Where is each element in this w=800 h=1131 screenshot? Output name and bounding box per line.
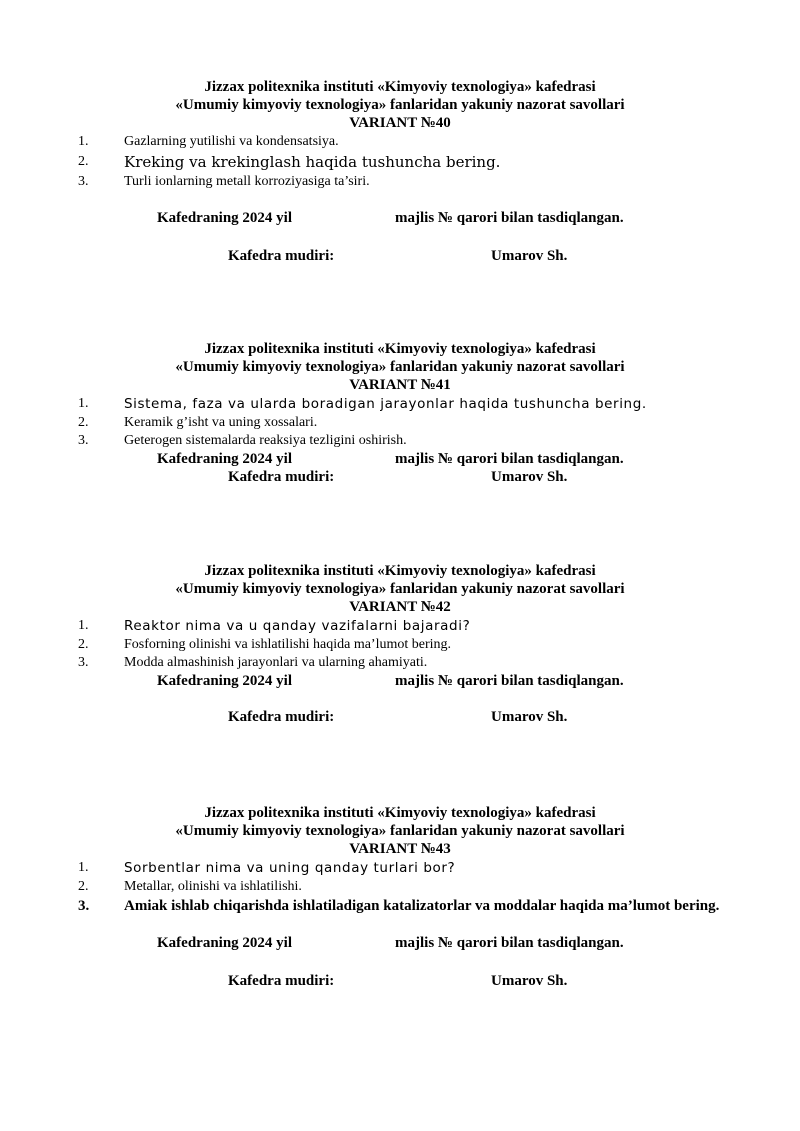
- subject-header: «Umumiy kimyoviy texnologiya» fanlaridan yakuniy nazorat savollari: [175, 581, 625, 597]
- approval-year: Kafedraning 2024 yil: [157, 210, 293, 226]
- question-text: Metallar, olinishi va ishlatilishi.: [124, 879, 302, 894]
- question-item: [0, 414, 800, 432]
- variant-title: VARIANT №43: [349, 841, 451, 857]
- subject-header: «Umumiy kimyoviy texnologiya» fanlaridan yakuniy nazorat savollari: [175, 359, 625, 375]
- head-label: Kafedra mudiri:: [228, 469, 335, 485]
- institute-header: Jizzax politexnika instituti «Kimyoviy texnologiya» kafedrasi: [204, 79, 596, 95]
- question-item: [0, 432, 800, 450]
- variant-40-block: [0, 78, 800, 265]
- question-text: Modda almashinish jarayonlari va ularning ahamiyati.: [124, 655, 428, 670]
- question-text: Kreking va krekinglash haqida tushuncha bering.: [124, 153, 501, 171]
- approval-line: [0, 672, 800, 690]
- question-number: 1.: [78, 860, 89, 875]
- question-number: 2.: [78, 879, 89, 894]
- question-number: 3.: [78, 898, 90, 914]
- variant-title: VARIANT №41: [349, 377, 451, 393]
- question-item: [0, 172, 800, 192]
- approval-line: [0, 450, 800, 468]
- institute-header: Jizzax politexnika instituti «Kimyoviy texnologiya» kafedrasi: [204, 341, 596, 357]
- head-name: Umarov Sh.: [491, 973, 568, 989]
- head-name: Umarov Sh.: [491, 248, 568, 264]
- question-text: Sistema, faza va ularda boradigan jarayonlar haqida tushuncha bering.: [124, 396, 647, 412]
- question-text: Reaktor nima va u qanday vazifalarni bajaradi?: [124, 618, 471, 634]
- approval-year: Kafedraning 2024 yil: [157, 673, 293, 689]
- approval-year: Kafedraning 2024 yil: [157, 451, 293, 467]
- question-number: 1.: [78, 618, 89, 633]
- variant-41-block: [0, 340, 800, 486]
- question-number: 3.: [78, 655, 89, 670]
- head-of-department-line: [0, 972, 800, 990]
- question-number: 3.: [78, 174, 89, 189]
- question-text: Turli ionlarning metall korroziyasiga ta’siri.: [124, 174, 370, 189]
- head-name: Umarov Sh.: [491, 709, 568, 725]
- question-number: 3.: [78, 433, 89, 448]
- question-text: Amiak ishlab chiqarishda ishlatiladigan katalizatorlar va moddalar haqida ma’lumot bering.: [124, 898, 720, 914]
- question-item: [0, 878, 800, 896]
- head-of-department-line: [0, 468, 800, 486]
- question-number: 2.: [78, 154, 89, 169]
- head-label: Kafedra mudiri:: [228, 248, 335, 264]
- variant-title: VARIANT №40: [349, 115, 451, 131]
- question-text: Gazlarning yutilishi va kondensatsiya.: [124, 134, 339, 149]
- approval-year: Kafedraning 2024 yil: [157, 935, 293, 951]
- question-item: [0, 132, 800, 152]
- question-number: 1.: [78, 134, 89, 149]
- head-label: Kafedra mudiri:: [228, 973, 335, 989]
- question-number: 2.: [78, 415, 89, 430]
- variant-title: VARIANT №42: [349, 599, 451, 615]
- head-name: Umarov Sh.: [491, 469, 568, 485]
- question-number: 1.: [78, 396, 89, 411]
- head-label: Kafedra mudiri:: [228, 709, 335, 725]
- question-item: [0, 394, 800, 414]
- question-item: [0, 152, 800, 172]
- question-text: Keramik g’isht va uning xossalari.: [124, 415, 318, 430]
- institute-header: Jizzax politexnika instituti «Kimyoviy texnologiya» kafedrasi: [204, 563, 596, 579]
- subject-header: «Umumiy kimyoviy texnologiya» fanlaridan yakuniy nazorat savollari: [175, 97, 625, 113]
- approval-minutes: majlis № qarori bilan tasdiqlangan.: [395, 673, 624, 689]
- subject-header: «Umumiy kimyoviy texnologiya» fanlaridan yakuniy nazorat savollari: [175, 823, 625, 839]
- approval-minutes: majlis № qarori bilan tasdiqlangan.: [395, 210, 624, 226]
- head-of-department-line: [0, 708, 800, 726]
- question-text: Geterogen sistemalarda reaksiya tezligini oshirish.: [124, 433, 407, 448]
- institute-header: Jizzax politexnika instituti «Kimyoviy texnologiya» kafedrasi: [204, 805, 596, 821]
- question-item: [0, 896, 800, 916]
- approval-minutes: majlis № qarori bilan tasdiqlangan.: [395, 935, 624, 951]
- variant-43-block: [0, 804, 800, 990]
- approval-line: [0, 934, 800, 952]
- question-item: [0, 858, 800, 878]
- question-text: Sorbentlar nima va uning qanday turlari bor?: [124, 860, 456, 876]
- approval-line: [0, 209, 800, 227]
- head-of-department-line: [0, 247, 800, 265]
- variant-42-block: [0, 562, 800, 726]
- question-text: Fosforning olinishi va ishlatilishi haqida ma’lumot bering.: [124, 637, 452, 652]
- question-item: [0, 616, 800, 636]
- question-item: [0, 636, 800, 654]
- question-number: 2.: [78, 637, 89, 652]
- question-item: [0, 654, 800, 672]
- approval-minutes: majlis № qarori bilan tasdiqlangan.: [395, 451, 624, 467]
